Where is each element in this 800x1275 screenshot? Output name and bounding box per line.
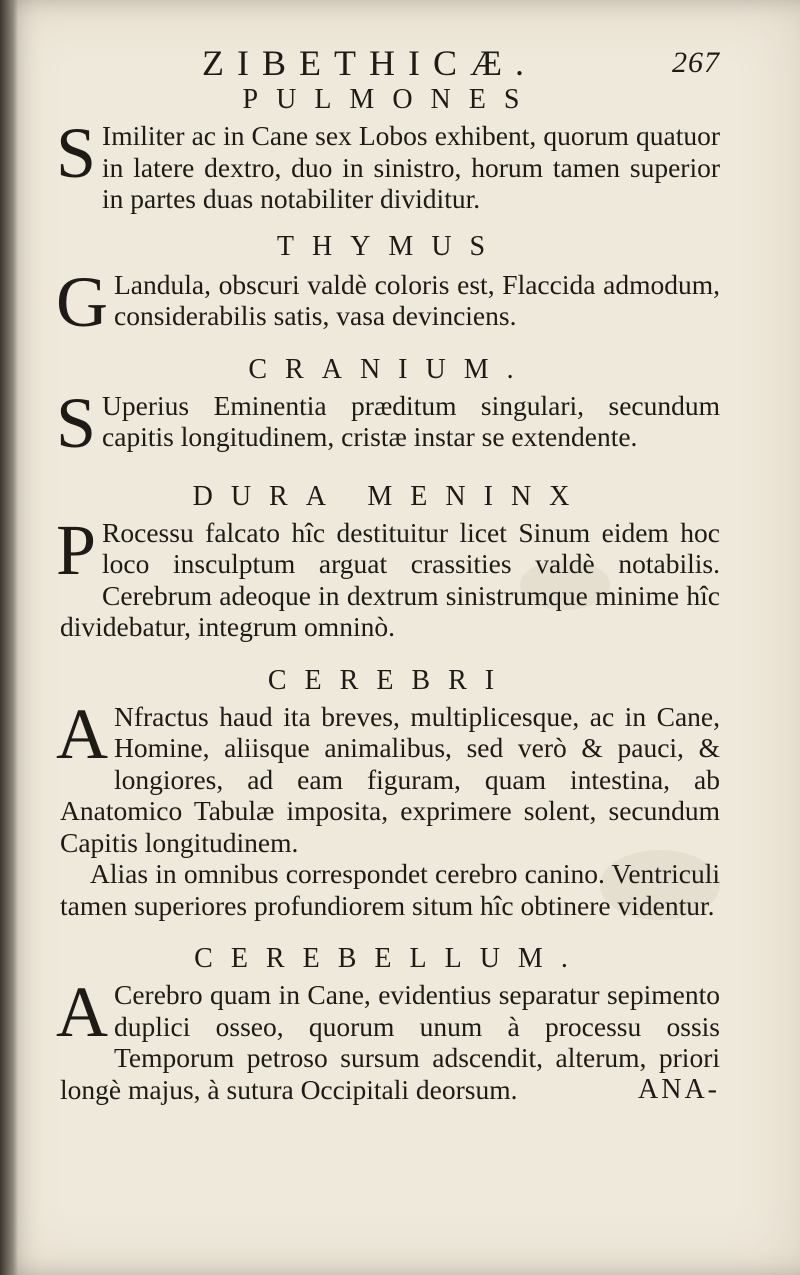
paragraph-text: Landula, obscuri valdè coloris est, Flaccida admodum, considerabilis satis, vasa devinciens. [114,268,720,331]
paragraph-text: Nfractus haud ita breves, multiplicesque, ac in Cane, Homine, aliisque animalibus, sed verò & pauci, & longiores, ad eam figuram, quam intestina, ab Anatomico Tabulæ imposita, exprimere solent, secundum Capitis longitudinem. [60,700,720,858]
paragraph-cranium [56,382,720,463]
paragraph-thymus [56,261,720,342]
paragraph-text: Uperius Eminentia præditum singulari, secundum capitis longitudinem, cristæ instar se extendente. [102,389,720,452]
paragraph-cerebri [56,693,720,922]
section-heading-cerebri: CEREBRI [267,664,513,696]
page-text-block [56,40,720,1106]
drop-cap: A [56,693,108,774]
section-heading-cerebellum: CEREBELLUM. [194,943,586,974]
drop-cap: S [56,113,97,193]
paragraph-text: Imiliter ac in Cane sex Lobos exhibent, quorum quatuor in latere dextro, duo in sinistro, horum tamen superior in partes duas notabiliter dividitur. [102,120,720,214]
page-number: 267 [672,46,720,79]
section-heading-dura-meninx: DURA MENINX [192,480,588,512]
section-heading-pulmones: PULMONES [242,84,538,115]
drop-cap: G [56,261,108,342]
paragraph-cerebellum [56,972,720,1105]
section-heading-thymus: THYMUS [276,230,504,262]
paragraph-text: Cerebro quam in Cane, evidentius separatur sepimento duplici osseo, quorum unum à processu ossis Temporum petroso sursum adscendit, alterum, priori longè majus, à sutura Occipitali deorsum. [60,979,720,1105]
drop-cap: A [56,972,108,1052]
book-binding-shadow [0,0,18,1275]
catchword: ANA- [638,1074,720,1105]
paragraph-dura-meninx [56,509,720,643]
drop-cap: S [56,382,97,463]
drop-cap: P [56,509,97,590]
paragraph-pulmones [56,113,720,215]
running-head [60,40,720,90]
paragraph-text-continued: Alias in omnibus correspondet cerebro canino. Ventriculi tamen superiores profundiorem situm hîc obtinere videntur. [60,858,720,921]
running-title: ZIBETHICÆ. [202,43,537,83]
paragraph-text: Rocessu falcato hîc destituitur licet Sinum eidem hoc loco insculptum arguat crassities valdè notabilis. Cerebrum adeoque in dextrum sinistrumque minime hîc dividebatur, integrum omninò. [60,516,720,642]
section-heading-cranium: CRANIUM. [248,353,532,385]
